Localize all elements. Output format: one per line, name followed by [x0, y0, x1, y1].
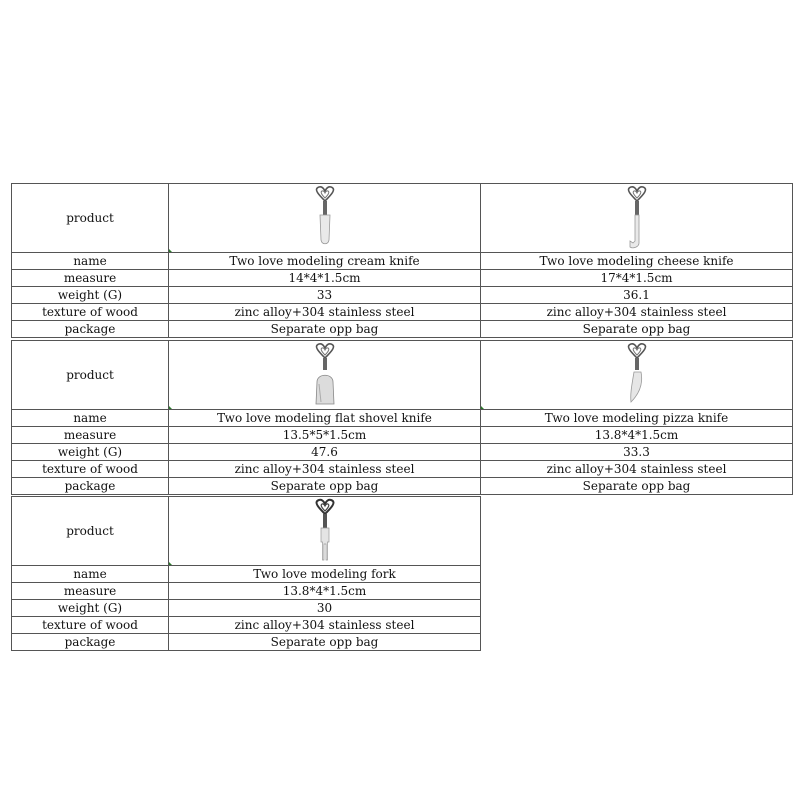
product-package: Separate opp bag [169, 634, 481, 651]
texture-label: texture of wood [12, 617, 169, 634]
pizza-knife-icon [617, 342, 657, 408]
measure-label: measure [12, 427, 169, 444]
cell-marker [169, 562, 172, 565]
product-texture: zinc alloy+304 stainless steel [481, 304, 793, 321]
product-weight: 30 [169, 600, 481, 617]
product-texture: zinc alloy+304 stainless steel [481, 461, 793, 478]
flat-shovel-knife-icon [305, 342, 345, 408]
measure-label: measure [12, 270, 169, 287]
cell-marker [481, 406, 484, 409]
cell-marker [169, 406, 172, 409]
product-name: Two love modeling pizza knife [481, 410, 793, 427]
product-label: product [12, 184, 169, 253]
package-label: package [12, 634, 169, 651]
name-label: name [12, 253, 169, 270]
spec-table-1 [11, 183, 793, 338]
product-package: Separate opp bag [481, 478, 793, 495]
product-name: Two love modeling cheese knife [481, 253, 793, 270]
product-name: Two love modeling cream knife [169, 253, 481, 270]
product-texture: zinc alloy+304 stainless steel [169, 617, 481, 634]
product-package: Separate opp bag [481, 321, 793, 338]
product-image-cell [169, 497, 481, 566]
texture-label: texture of wood [12, 461, 169, 478]
product-label: product [12, 341, 169, 410]
product-image-cell [169, 184, 481, 253]
product-image-cell [481, 184, 793, 253]
product-measure: 14*4*1.5cm [169, 270, 481, 287]
weight-label: weight (G) [12, 444, 169, 461]
cheese-knife-icon [617, 185, 657, 251]
product-weight: 36.1 [481, 287, 793, 304]
cell-marker [169, 249, 172, 252]
product-weight: 33 [169, 287, 481, 304]
product-name: Two love modeling fork [169, 566, 481, 583]
name-label: name [12, 410, 169, 427]
product-weight: 47.6 [169, 444, 481, 461]
cream-knife-icon [305, 185, 345, 251]
fork-icon [305, 498, 345, 564]
product-measure: 13.8*4*1.5cm [481, 427, 793, 444]
product-measure: 13.8*4*1.5cm [169, 583, 481, 600]
weight-label: weight (G) [12, 287, 169, 304]
product-measure: 13.5*5*1.5cm [169, 427, 481, 444]
product-label: product [12, 497, 169, 566]
spec-table-2 [11, 340, 793, 495]
texture-label: texture of wood [12, 304, 169, 321]
product-texture: zinc alloy+304 stainless steel [169, 461, 481, 478]
name-label: name [12, 566, 169, 583]
product-weight: 33.3 [481, 444, 793, 461]
product-package: Separate opp bag [169, 321, 481, 338]
product-image-cell [169, 341, 481, 410]
product-name: Two love modeling flat shovel knife [169, 410, 481, 427]
spec-table-3 [11, 496, 481, 651]
package-label: package [12, 321, 169, 338]
product-package: Separate opp bag [169, 478, 481, 495]
package-label: package [12, 478, 169, 495]
measure-label: measure [12, 583, 169, 600]
product-measure: 17*4*1.5cm [481, 270, 793, 287]
product-texture: zinc alloy+304 stainless steel [169, 304, 481, 321]
product-image-cell [481, 341, 793, 410]
weight-label: weight (G) [12, 600, 169, 617]
